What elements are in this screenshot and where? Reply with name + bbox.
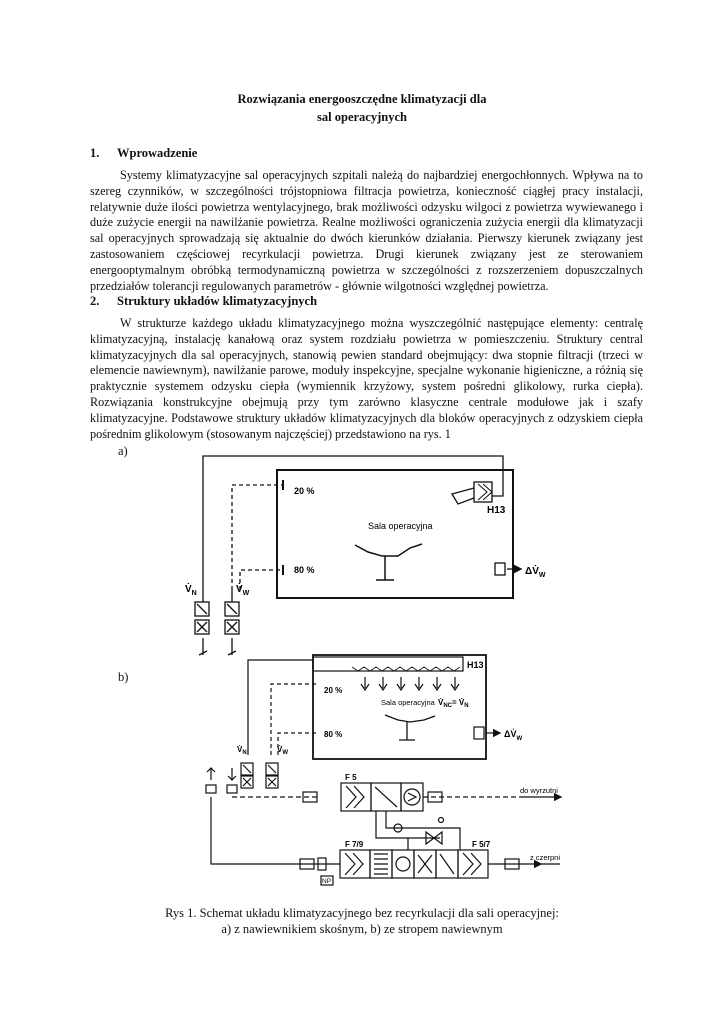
glycol-loop-b — [386, 811, 460, 850]
exhaust-label-b: $\Delta V̇_W$ — [504, 729, 523, 742]
h13-diffuser-a — [474, 482, 492, 502]
pct-bottom-b: 80 % — [324, 730, 343, 739]
vnc-label-b: $V̇_{NC}=$ $V̇_N$ — [438, 698, 469, 709]
section-1-number: 1. — [90, 146, 100, 160]
vn-label-a: $V̇_N$ — [185, 584, 197, 597]
f79-label: F 7/9 — [345, 840, 364, 849]
vw-label-a: $V̇_W$ — [236, 584, 250, 597]
supply-main-b — [211, 797, 340, 864]
diffuser-nozzle-a — [452, 488, 474, 504]
pct-bottom-a: 80 % — [294, 565, 315, 575]
section-1-text: Systemy klimatyzacyjne sal operacyjnych szpitali należą do najbardziej energochłonnych. Wpływa na to szereg czynników, w szczególności trójstopniowa filtracja powietrza, konieczność ciągłej pracy instalacji, relatywnie duże ilości powietrza wentylacyjnego, brak możliwości odzysku wilgoci z powietrza wywiewanego i duże zużycie energii na nawilżanie powietrza. Realne możliwości ograniczenia zużycia energii dla klimatyzacji sal operacyjnych sprowadzają się aktualnie do dwóch kierunków działania. Pierwszy kierunek związany jest zastosowaniem częściowej recyrkulacji powietrza. Drugi kierunek związany jest ze sterowaniem energooptymalnym obróbką termodynamiczną powietrza w szczególności z rozszerzeniem dopuszczalnych przedziałów tolerancji regulowanych parametrów - głównie wilgotności względnej powietrza. — [90, 168, 643, 293]
section-2-text: W strukturze każdego układu klimatyzacyjnego można wyszczególnić następujące elementy: centralę klimatyzacyjną, instalację kanałową oraz system rozdziału powietrza w pomieszczeniu. Struktury central klimatyzacyjnych dla sal operacyjnych, stanowią pewien standard obejmujący: dwa stopnie filtracji (trzeci w elemencie nawiewnym), nawilżanie parowe, moduły inspekcyjne, specjalne wykonanie higieniczne, a różnią się praktycznie systemem odzysku ciepła (wymiennik krzyżowy, system pośredni glikolowy, rurka ciepła). Rozwiązania konstrukcyjne obejmują przy tym zarówno klasyczne centrale modułowe jak i szafy klimatyzacyjne. Podstawowe struktury układów klimatyzacyjnych dla bloków operacyjnych z odzyskiem ciepła pośrednim glikolowym (stosowanym najczęściej) przedstawiono na rys. 1 — [90, 316, 643, 441]
title-line-2: sal operacyjnych — [317, 110, 407, 124]
room-label-a: Sala operacyjna — [368, 521, 433, 531]
units-left-a — [195, 602, 209, 655]
caption-line-1: Rys 1. Schemat układu klimatyzacyjnego bez recyrkulacji dla sali operacyjnej: — [165, 906, 559, 920]
supply-arrows-b — [361, 677, 459, 690]
operating-table-a — [355, 544, 422, 556]
duct-supply-b — [248, 660, 313, 755]
section-1-title: Wprowadzenie — [117, 146, 198, 160]
vw-label-b: $V̇_W$ — [277, 745, 289, 756]
figure-b-label: b) — [118, 670, 129, 684]
vn-label-b: $V̇_N$ — [237, 745, 247, 756]
from-intake-label: z czerpni — [530, 853, 561, 862]
f57-label: F 5/7 — [472, 840, 491, 849]
exhaust-grille-a — [495, 563, 505, 575]
f5-label: F 5 — [345, 773, 357, 782]
h13-label-a: H13 — [487, 505, 506, 516]
pct-top-b: 20 % — [324, 686, 343, 695]
exhaust-grille-b — [474, 727, 484, 739]
caption-line-2: a) z nawiewnikiem skośnym, b) ze stropem nawiewnym — [221, 922, 503, 936]
to-exhaust-label: do wyrzutni — [520, 786, 558, 795]
title-line-1: Rozwiązania energooszczędne klimatyzacji dla — [237, 92, 487, 106]
units-right-a — [225, 602, 239, 655]
h13-label-b: H13 — [467, 660, 484, 670]
room-label-b: Sala operacyjna — [381, 698, 435, 707]
section-2-title: Struktury układów klimatyzacyjnych — [117, 294, 318, 308]
exhaust-label-a: $\Delta V̇_W$ — [525, 566, 546, 579]
pct-top-a: 20 % — [294, 486, 315, 496]
figure-a-label: a) — [118, 444, 128, 458]
diagram-b — [206, 655, 560, 885]
supply-fan-b — [392, 850, 414, 878]
diagram-a — [195, 456, 520, 655]
operating-table-b — [385, 715, 435, 722]
section-2-number: 2. — [90, 294, 100, 308]
supply-ceiling-b — [313, 657, 463, 671]
np-label: NP — [322, 878, 332, 885]
figure-caption — [0, 905, 724, 937]
